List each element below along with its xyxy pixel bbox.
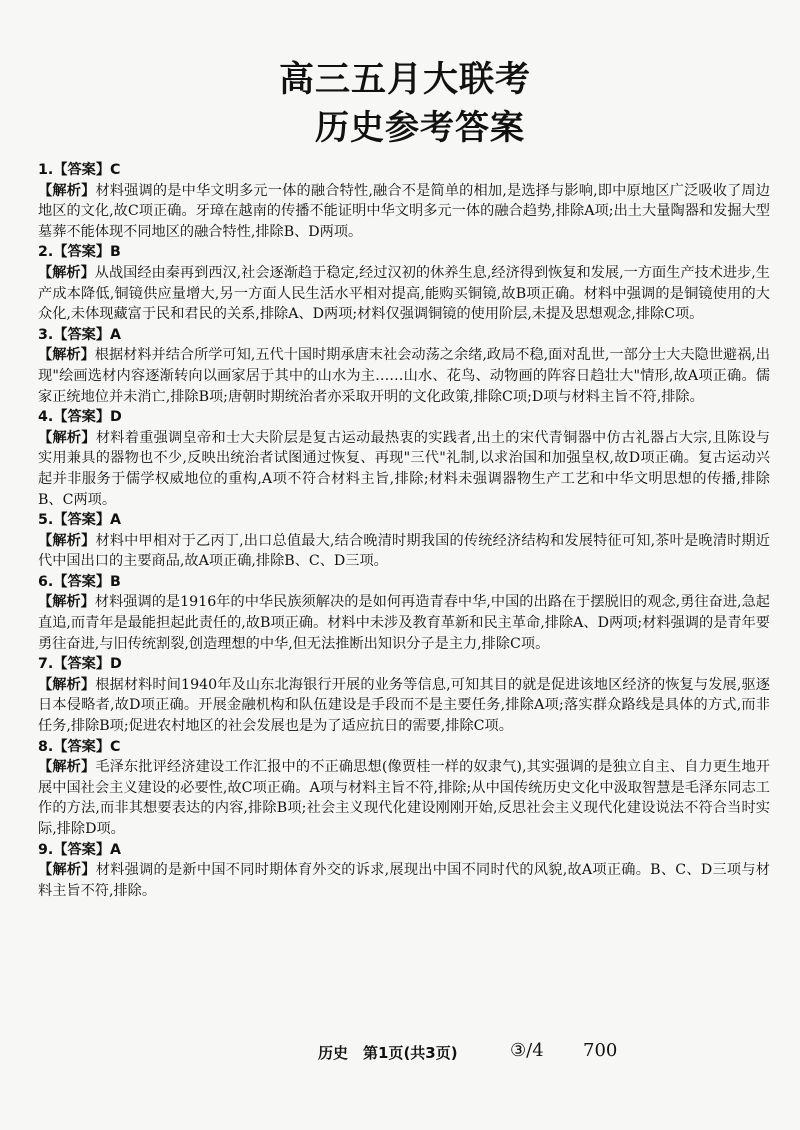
explanation [38, 428, 770, 510]
answer-line: 4.【答案】D [38, 409, 122, 426]
explanation [38, 263, 770, 325]
page-number: 历史 第1页(共3页) [318, 1044, 458, 1062]
answer-list [38, 160, 770, 901]
explanation-text: 材料强调的是中华文明多元一体的融合特性,融合不是简单的相加,是选择与影响,即中原地区广泛吸收了周边地区的文化,故C项正确。牙璋在越南的传播不能证明中华文明多元一体的融合趋势,排除A项;出土大量陶器和发掘大型墓葬不能体现不同地区的融合特性,排除B、D两项。 [38, 182, 770, 240]
answer-line: 7.【答案】D [38, 656, 122, 673]
page-subtitle: 历史参考答案 [315, 108, 525, 148]
question-4 [38, 407, 770, 510]
question-2 [38, 242, 770, 324]
page-footer [0, 1042, 800, 1068]
explanation-tag: 【解析】 [38, 429, 96, 446]
explanation [38, 531, 770, 572]
paper-code: ③/4 [510, 1040, 544, 1061]
explanation-text: 毛泽东批评经济建设工作汇报中的不正确思想(像贾桂一样的奴隶气),其实强调的是独立自主、自力更生地开展中国社会主义建设的必要性,故C项正确。A项与材料主旨不符,排除;从中国传统历史文化中汲取智慧是毛泽东同志工作的方法,而非其想要表达的内容,排除B项;社会主义现代化建设刚刚开始,反思社会主义现代化建设说法不符合当时实际,排除D项。 [38, 759, 770, 837]
explanation-tag: 【解析】 [38, 264, 95, 281]
answer-line: 9.【答案】A [38, 841, 121, 858]
explanation-text: 从战国经由秦再到西汉,社会逐渐趋于稳定,经过汉初的休养生息,经济得到恢复和发展,一方面生产技术进步,生产成本降低,铜镜供应量增大,另一方面人民生活水平相对提高,能购买铜镜,故B项正确。材料中强调的是铜镜使用的大众化,未体现藏富于民和君民的关系,排除A、D两项;材料仅强调铜镜的使用阶层,未提及思想观念,排除C项。 [38, 264, 770, 323]
explanation [38, 675, 770, 737]
answer-line: 2.【答案】B [38, 244, 121, 261]
explanation-tag: 【解析】 [38, 347, 95, 364]
explanation [38, 345, 770, 407]
explanation-tag: 【解析】 [38, 532, 96, 549]
answer-line: 3.【答案】A [38, 326, 121, 343]
explanation [38, 860, 770, 901]
answer-line: 6.【答案】B [38, 573, 121, 590]
explanation [38, 592, 770, 654]
paper-number: 700 [583, 1040, 618, 1061]
answer-line: 8.【答案】C [38, 738, 121, 755]
explanation-tag: 【解析】 [38, 182, 96, 199]
question-3 [38, 325, 770, 407]
explanation-text: 根据材料时间1940年及山东北海银行开展的业务等信息,可知其目的就是促进该地区经济的恢复与发展,驱逐日本侵略者,故D项正确。开展金融机构和队伍建设是手段而不是主要任务,排除A项;落实群众路线是具体的方式,而非任务,排除B项;促进农村地区的社会发展也是为了适应抗日的需要,排除C项。 [38, 676, 770, 735]
question-9 [38, 840, 770, 902]
question-1 [38, 160, 770, 242]
explanation-text: 材料着重强调皇帝和士大夫阶层是复古运动最热衷的实践者,出土的宋代青铜器中仿古礼器占大宗,且陈设与实用兼具的器物也不少,反映出统治者试图通过恢复、再现"三代"礼制,以求治国和加强皇权,故D项正确。复古运动兴起并非服务于儒学权威地位的重构,A项不符合材料主旨,排除;材料未强调器物生产工艺和中华文明思想的传播,排除B、C两项。 [38, 429, 770, 508]
question-7 [38, 654, 770, 736]
explanation-tag: 【解析】 [38, 759, 96, 776]
explanation-text: 材料强调的是新中国不同时期体育外交的诉求,展现出中国不同时代的风貌,故A项正确。B、C、D三项与材料主旨不符,排除。 [38, 862, 770, 899]
explanation-text: 材料中甲相对于乙丙丁,出口总值最大,结合晚清时期我国的传统经济结构和发展特征可知,茶叶是晚清时期近代中国出口的主要商品,故A项正确,排除B、C、D三项。 [38, 532, 770, 570]
explanation-tag: 【解析】 [38, 594, 95, 611]
explanation-text: 根据材料并结合所学可知,五代十国时期承唐末社会动荡之余绪,政局不稳,面对乱世,一部分士大夫隐世避祸,出现"绘画选材内容逐渐转向以画家居于其中的山水为主……山水、花鸟、动物画的阵容日趋壮大"情形,故A项正确。儒家正统地位并未消亡,排除B项;唐朝时期统治者亦采取开明的文化政策,排除C项;D项与材料主旨不符,排除。 [38, 347, 770, 405]
explanation-text: 材料强调的是1916年的中华民族须解决的是如何再造青春中华,中国的出路在于摆脱旧的观念,勇往奋进,急起直追,而青年是最能担起此责任的,故B项正确。材料中未涉及教育革新和民主革命,排除A、D两项;材料强调的是青年要勇往奋进,与旧传统割裂,创造理想的中华,但无法推断出知识分子是主力,排除C项。 [38, 594, 770, 652]
explanation [38, 181, 770, 243]
answer-line: 5.【答案】A [38, 512, 121, 529]
question-6 [38, 572, 770, 654]
answer-line: 1.【答案】C [38, 162, 121, 178]
question-8 [38, 737, 770, 840]
explanation-tag: 【解析】 [38, 676, 96, 693]
question-5 [38, 510, 770, 572]
explanation-tag: 【解析】 [38, 862, 96, 879]
explanation [38, 757, 770, 839]
page-title: 高三五月大联考 [278, 60, 531, 100]
